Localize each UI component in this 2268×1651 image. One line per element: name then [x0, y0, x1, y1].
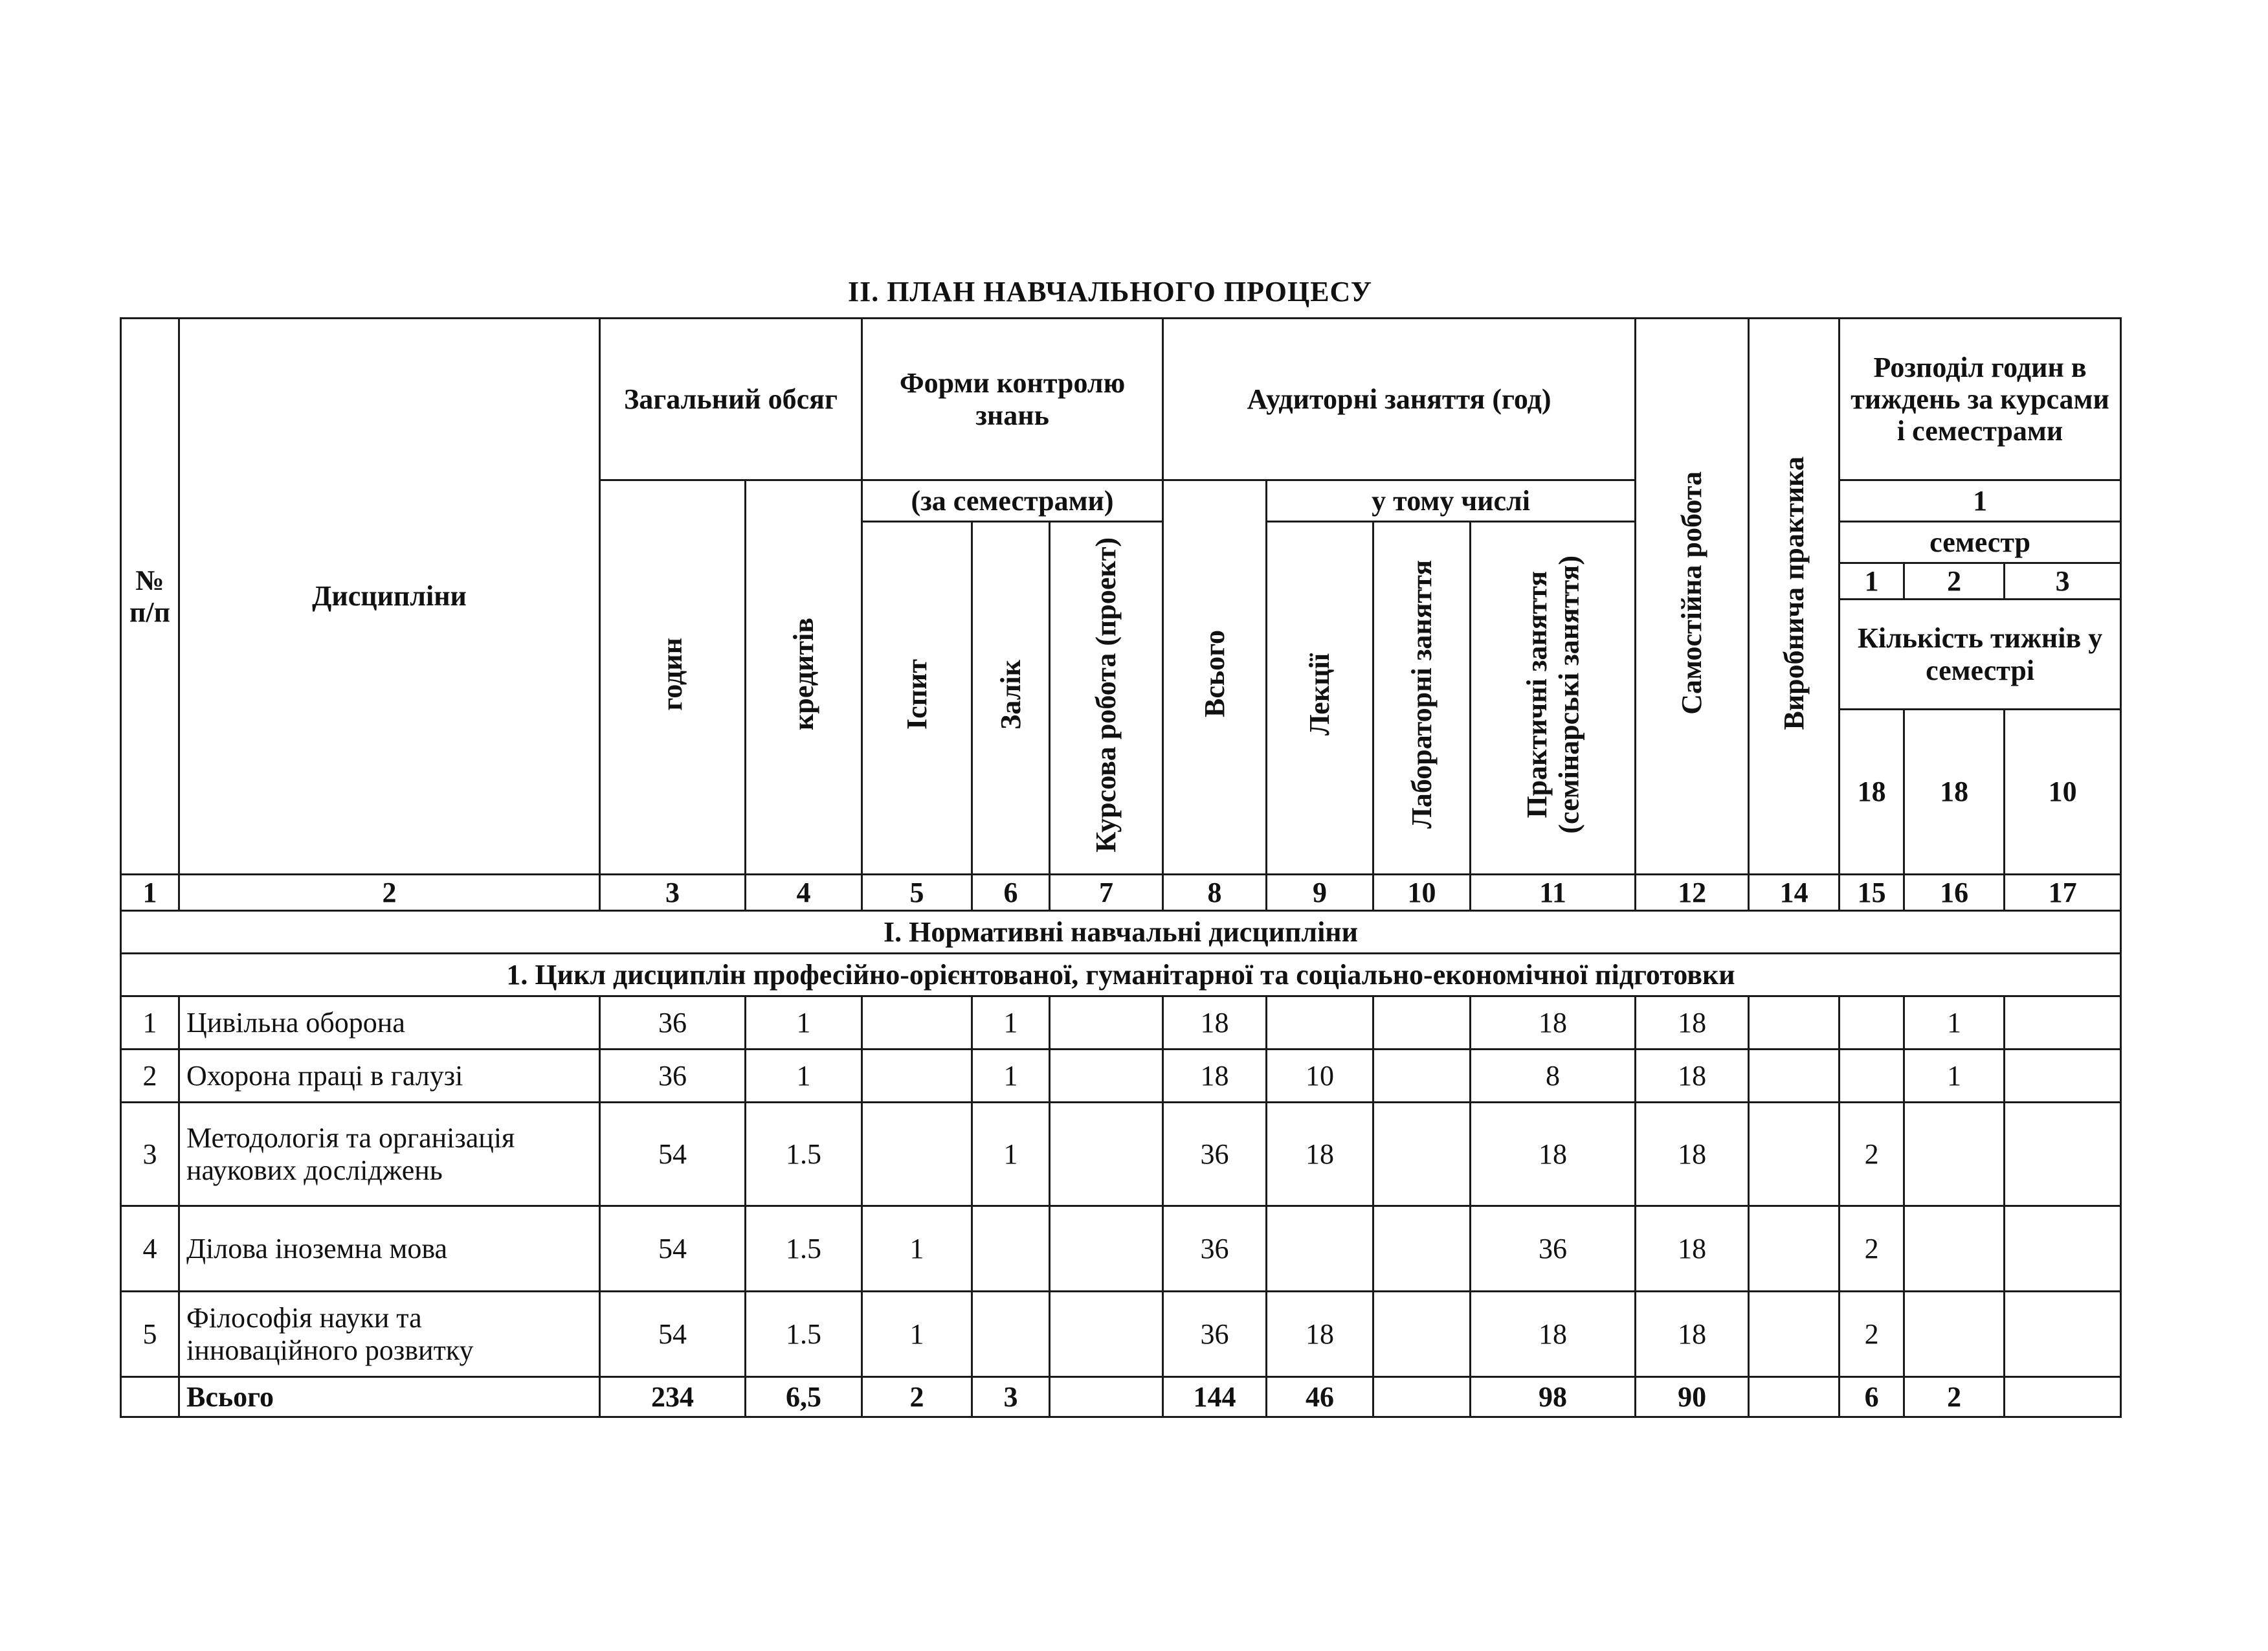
- row-number: 5: [121, 1292, 179, 1377]
- sem3-cell: [2005, 996, 2121, 1050]
- labs-cell: [1373, 1050, 1471, 1103]
- course-work-cell: [1050, 1206, 1163, 1292]
- course-work-cell: [1050, 1103, 1163, 1206]
- discipline-name: Охорона праці в галузі: [179, 1050, 600, 1103]
- column-number: 1: [121, 875, 179, 911]
- row-number: 2: [121, 1050, 179, 1103]
- table-row: [121, 1206, 2121, 1292]
- hours-header: годин: [600, 480, 746, 875]
- exam-header: Іспит: [862, 522, 972, 875]
- sem1-cell: [1840, 996, 1904, 1050]
- practice-cell: [1749, 1103, 1840, 1206]
- hours-cell: 36: [600, 1050, 746, 1103]
- practice-cell: [1749, 1050, 1840, 1103]
- column-numbers-row: [121, 875, 2121, 911]
- labs-header: Лабораторні заняття: [1373, 522, 1471, 875]
- column-number: 17: [2005, 875, 2121, 911]
- sem-number-3: 3: [2005, 563, 2121, 600]
- semester-header: семестр: [1840, 522, 2121, 563]
- subsection-row: [121, 954, 2121, 996]
- lectures-cell: [1267, 1206, 1373, 1292]
- column-number: 3: [600, 875, 746, 911]
- column-number: 7: [1050, 875, 1163, 911]
- table-row: [121, 1050, 2121, 1103]
- lectures-cell: [1267, 996, 1373, 1050]
- self-work-cell: 18: [1636, 1206, 1749, 1292]
- total-practice: [1749, 1377, 1840, 1417]
- document-title: II. ПЛАН НАВЧАЛЬНОГО ПРОЦЕСУ: [847, 276, 1373, 308]
- total-labs: [1373, 1377, 1471, 1417]
- column-number: 5: [862, 875, 972, 911]
- total-sem3: [2005, 1377, 2121, 1417]
- exam-cell: [862, 996, 972, 1050]
- total-test: 3: [972, 1377, 1050, 1417]
- course-work-header: Курсова робота (проект): [1050, 522, 1163, 875]
- table-body: [121, 875, 2121, 1417]
- credits-header: кредитів: [746, 480, 862, 875]
- self-work-cell: 18: [1636, 1292, 1749, 1377]
- credits-cell: 1.5: [746, 1103, 862, 1206]
- column-number: 8: [1163, 875, 1267, 911]
- practice-cell: [1749, 996, 1840, 1050]
- table-row: [121, 1292, 2121, 1377]
- sem2-cell: 1: [1904, 1050, 2005, 1103]
- weeks-2: 18: [1904, 710, 2005, 875]
- sem1-cell: 2: [1840, 1292, 1904, 1377]
- column-number: 15: [1840, 875, 1904, 911]
- total-exam: 2: [862, 1377, 972, 1417]
- sem3-cell: [2005, 1206, 2121, 1292]
- sem1-cell: 2: [1840, 1103, 1904, 1206]
- exam-cell: 1: [862, 1206, 972, 1292]
- section-row: [121, 911, 2121, 954]
- total-lectures: 46: [1267, 1377, 1373, 1417]
- credits-cell: 1.5: [746, 1292, 862, 1377]
- credits-cell: 1: [746, 996, 862, 1050]
- self-work-cell: 18: [1636, 1103, 1749, 1206]
- column-number: 14: [1749, 875, 1840, 911]
- section-title: І. Нормативні навчальні дисципліни: [121, 911, 2121, 954]
- sem2-cell: [1904, 1292, 2005, 1377]
- total-row: [121, 1377, 2121, 1417]
- labs-cell: [1373, 1206, 1471, 1292]
- control-forms-header: Форми контролю знань: [862, 319, 1163, 480]
- all-header: Всього: [1163, 480, 1267, 875]
- column-number: 2: [179, 875, 600, 911]
- exam-cell: [862, 1103, 972, 1206]
- total-hours: 234: [600, 1377, 746, 1417]
- total-label: Всього: [179, 1377, 600, 1417]
- test-cell: 1: [972, 996, 1050, 1050]
- lectures-header: Лекції: [1267, 522, 1373, 875]
- total-volume-header: Загальний обсяг: [600, 319, 862, 480]
- lectures-cell: 18: [1267, 1103, 1373, 1206]
- sem-number-2: 2: [1904, 563, 2005, 600]
- test-cell: [972, 1206, 1050, 1292]
- column-number: 4: [746, 875, 862, 911]
- practice-header: Виробнича практика: [1749, 319, 1840, 875]
- total-practical: 98: [1471, 1377, 1636, 1417]
- total-sem1: 6: [1840, 1377, 1904, 1417]
- weeks-1: 18: [1840, 710, 1904, 875]
- practical-cell: 18: [1471, 1292, 1636, 1377]
- credits-cell: 1.5: [746, 1206, 862, 1292]
- labs-cell: [1373, 1292, 1471, 1377]
- self-work-cell: 18: [1636, 1050, 1749, 1103]
- discipline-name: Ділова іноземна мова: [179, 1206, 600, 1292]
- classroom-header: Аудиторні заняття (год): [1163, 319, 1636, 480]
- row-number: 4: [121, 1206, 179, 1292]
- practical-header: Практичні заняття (семінарські заняття): [1471, 522, 1636, 875]
- self-work-cell: 18: [1636, 996, 1749, 1050]
- test-cell: [972, 1292, 1050, 1377]
- column-number: 9: [1267, 875, 1373, 911]
- total-empty: [121, 1377, 179, 1417]
- hours-cell: 54: [600, 1206, 746, 1292]
- table-header: [121, 319, 2121, 875]
- sem1-cell: 2: [1840, 1206, 1904, 1292]
- labs-cell: [1373, 1103, 1471, 1206]
- hours-cell: 54: [600, 1103, 746, 1206]
- column-number: 10: [1373, 875, 1471, 911]
- course-work-cell: [1050, 996, 1163, 1050]
- sem3-cell: [2005, 1103, 2121, 1206]
- course-header: 1: [1840, 480, 2121, 522]
- including-header: у тому числі: [1267, 480, 1636, 522]
- by-semesters-header: (за семестрами): [862, 480, 1163, 522]
- total-credits: 6,5: [746, 1377, 862, 1417]
- all-cell: 18: [1163, 996, 1267, 1050]
- sem1-cell: [1840, 1050, 1904, 1103]
- table-row: [121, 1103, 2121, 1206]
- distribution-header: Розподіл годин в тиждень за курсами і семестрами: [1840, 319, 2121, 480]
- self-work-header: Самостійна робота: [1636, 319, 1749, 875]
- sem2-cell: [1904, 1206, 2005, 1292]
- total-all: 144: [1163, 1377, 1267, 1417]
- num-header: № п/п: [121, 319, 179, 875]
- test-cell: 1: [972, 1103, 1050, 1206]
- row-number: 3: [121, 1103, 179, 1206]
- subsection-title: 1. Цикл дисциплін професійно-орієнтованої, гуманітарної та соціально-економічної підготовки: [121, 954, 2121, 996]
- all-cell: 18: [1163, 1050, 1267, 1103]
- column-number: 11: [1471, 875, 1636, 911]
- all-cell: 36: [1163, 1206, 1267, 1292]
- lectures-cell: 18: [1267, 1292, 1373, 1377]
- practical-cell: 8: [1471, 1050, 1636, 1103]
- discipline-name: Методологія та організація наукових досліджень: [179, 1103, 600, 1206]
- table-row: [121, 996, 2121, 1050]
- weeks-3: 10: [2005, 710, 2121, 875]
- lectures-cell: 10: [1267, 1050, 1373, 1103]
- practical-cell: 18: [1471, 996, 1636, 1050]
- course-work-cell: [1050, 1050, 1163, 1103]
- sem3-cell: [2005, 1292, 2121, 1377]
- credits-cell: 1: [746, 1050, 862, 1103]
- test-cell: 1: [972, 1050, 1050, 1103]
- all-cell: 36: [1163, 1103, 1267, 1206]
- labs-cell: [1373, 996, 1471, 1050]
- study-plan-table: [120, 317, 2122, 1418]
- test-header: Залік: [972, 522, 1050, 875]
- course-work-cell: [1050, 1292, 1163, 1377]
- exam-cell: 1: [862, 1292, 972, 1377]
- total-sem2: 2: [1904, 1377, 2005, 1417]
- sem3-cell: [2005, 1050, 2121, 1103]
- row-number: 1: [121, 996, 179, 1050]
- sem-number-1: 1: [1840, 563, 1904, 600]
- all-cell: 36: [1163, 1292, 1267, 1377]
- disciplines-header: Дисципліни: [179, 319, 600, 875]
- hours-cell: 54: [600, 1292, 746, 1377]
- discipline-name: Філософія науки та інноваційного розвитку: [179, 1292, 600, 1377]
- practice-cell: [1749, 1206, 1840, 1292]
- total-course-work: [1050, 1377, 1163, 1417]
- sem2-cell: [1904, 1103, 2005, 1206]
- exam-cell: [862, 1050, 972, 1103]
- hours-cell: 36: [600, 996, 746, 1050]
- sem2-cell: 1: [1904, 996, 2005, 1050]
- total-self-work: 90: [1636, 1377, 1749, 1417]
- practical-cell: 18: [1471, 1103, 1636, 1206]
- discipline-name: Цивільна оборона: [179, 996, 600, 1050]
- weeks-label-header: Кількість тижнів у семестрі: [1840, 600, 2121, 710]
- column-number: 12: [1636, 875, 1749, 911]
- practice-cell: [1749, 1292, 1840, 1377]
- column-number: 16: [1904, 875, 2005, 911]
- practical-cell: 36: [1471, 1206, 1636, 1292]
- column-number: 6: [972, 875, 1050, 911]
